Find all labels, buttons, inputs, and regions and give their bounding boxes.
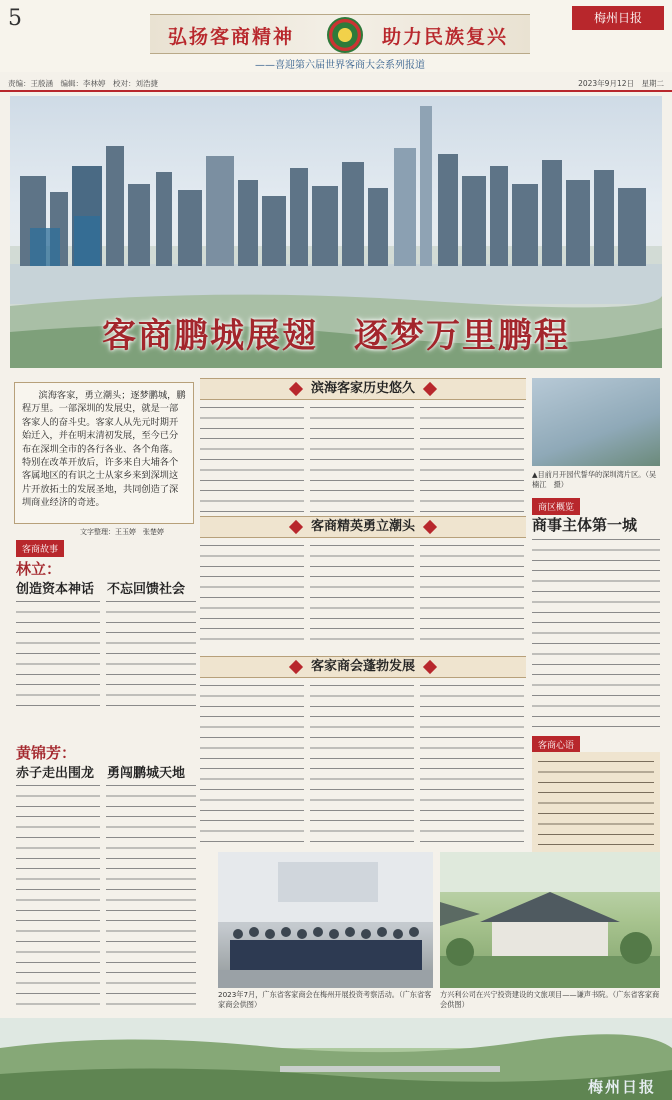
story-title-lin-li: 创造资本神话 不忘回馈社会 bbox=[16, 582, 186, 597]
meta-bar bbox=[0, 76, 672, 92]
editor-credits: 责编：王殷涵 编辑：李林婷 校对：刘浩捷 bbox=[8, 79, 158, 88]
academy-photo-illustration bbox=[440, 852, 660, 988]
slogan-left: 弘扬客商精神 bbox=[168, 26, 295, 48]
section-heading-chambers: 客家商会蓬勃发展 bbox=[200, 656, 526, 678]
story-title-huang-jinfang: 赤子走出围龙 勇闯鹏城天地 bbox=[16, 766, 186, 781]
article-column bbox=[310, 542, 414, 646]
academy-photo-caption: 方兴利公司在兴宁投资建设的文旅项目——谦声书院。（广东省客家商会供图） bbox=[440, 990, 660, 1009]
newspaper-badge: 梅州日报 bbox=[572, 6, 664, 30]
person-name-lin-li: 林立： bbox=[16, 560, 62, 578]
bay-area-photo-caption: ▲目前月开园代誓华的深圳湾片区。（吴楠江 摄） bbox=[532, 470, 657, 489]
group-photo bbox=[218, 852, 433, 988]
merchant-voices-tag: 客商心语 bbox=[532, 736, 580, 753]
footer-landscape-illustration bbox=[0, 1018, 672, 1100]
academy-photo bbox=[440, 852, 660, 988]
section-heading-elites: 客商精英勇立潮头 bbox=[200, 516, 526, 538]
article-column bbox=[200, 542, 304, 646]
district-overview-tag: 商区概览 bbox=[532, 498, 580, 515]
footer-landscape-photo bbox=[0, 1018, 672, 1100]
bay-area-photo bbox=[532, 378, 660, 466]
intro-credit: 文字整理：王玉婷 张楚婷 bbox=[80, 528, 164, 536]
header-subtitle: ——喜迎第六届世界客商大会系列报道 bbox=[255, 60, 425, 71]
article-column bbox=[532, 536, 660, 728]
article-column bbox=[420, 682, 524, 846]
group-photo-caption: 2023年7月，广东省客家商会在梅州开展投资考察活动。（广东省客家商会供图） bbox=[218, 990, 432, 1009]
article-column bbox=[16, 782, 100, 1008]
article-column bbox=[310, 404, 414, 516]
slogan-right: 助力民族复兴 bbox=[382, 26, 509, 48]
group-photo-illustration bbox=[218, 852, 433, 988]
issue-date: 2023年9月12日 星期二 bbox=[578, 79, 664, 88]
article-column bbox=[420, 542, 524, 646]
article-column bbox=[200, 682, 304, 846]
article-column bbox=[16, 598, 100, 710]
district-overview-title: 商事主体第一城 bbox=[532, 516, 638, 534]
footer-watermark-brand: 梅州日报 bbox=[587, 1078, 656, 1096]
intro-box: 滨海客家，勇立潮头；逐梦鹏城，鹏程万里。一部深圳的发展史，就是一部客家人的奋斗史。客家人从先元时期开始迁入，并在明末清初发展，至今已分布在深圳全市的各行各业、各个角落。特别在改革开放后，许多来自大埔各个客属地区的有识之士从家乡来到深圳这片开放拓土的发展圣地，共同创造了深圳商业经济的奇迹。 bbox=[14, 382, 194, 524]
main-headline: 客商鹏城展翅 逐梦万里鹏程 bbox=[102, 316, 570, 356]
person-name-huang-jinfang: 黄锦芳： bbox=[16, 744, 77, 762]
article-column bbox=[420, 404, 524, 516]
article-column bbox=[310, 682, 414, 846]
conference-logo-icon bbox=[327, 17, 363, 53]
article-column bbox=[200, 404, 304, 516]
article-column bbox=[106, 598, 196, 710]
stories-tag: 客商故事 bbox=[16, 540, 64, 557]
article-column bbox=[106, 782, 196, 1008]
section-heading-history: 滨海客家历史悠久 bbox=[200, 378, 526, 400]
page-number: 5 bbox=[8, 6, 22, 31]
